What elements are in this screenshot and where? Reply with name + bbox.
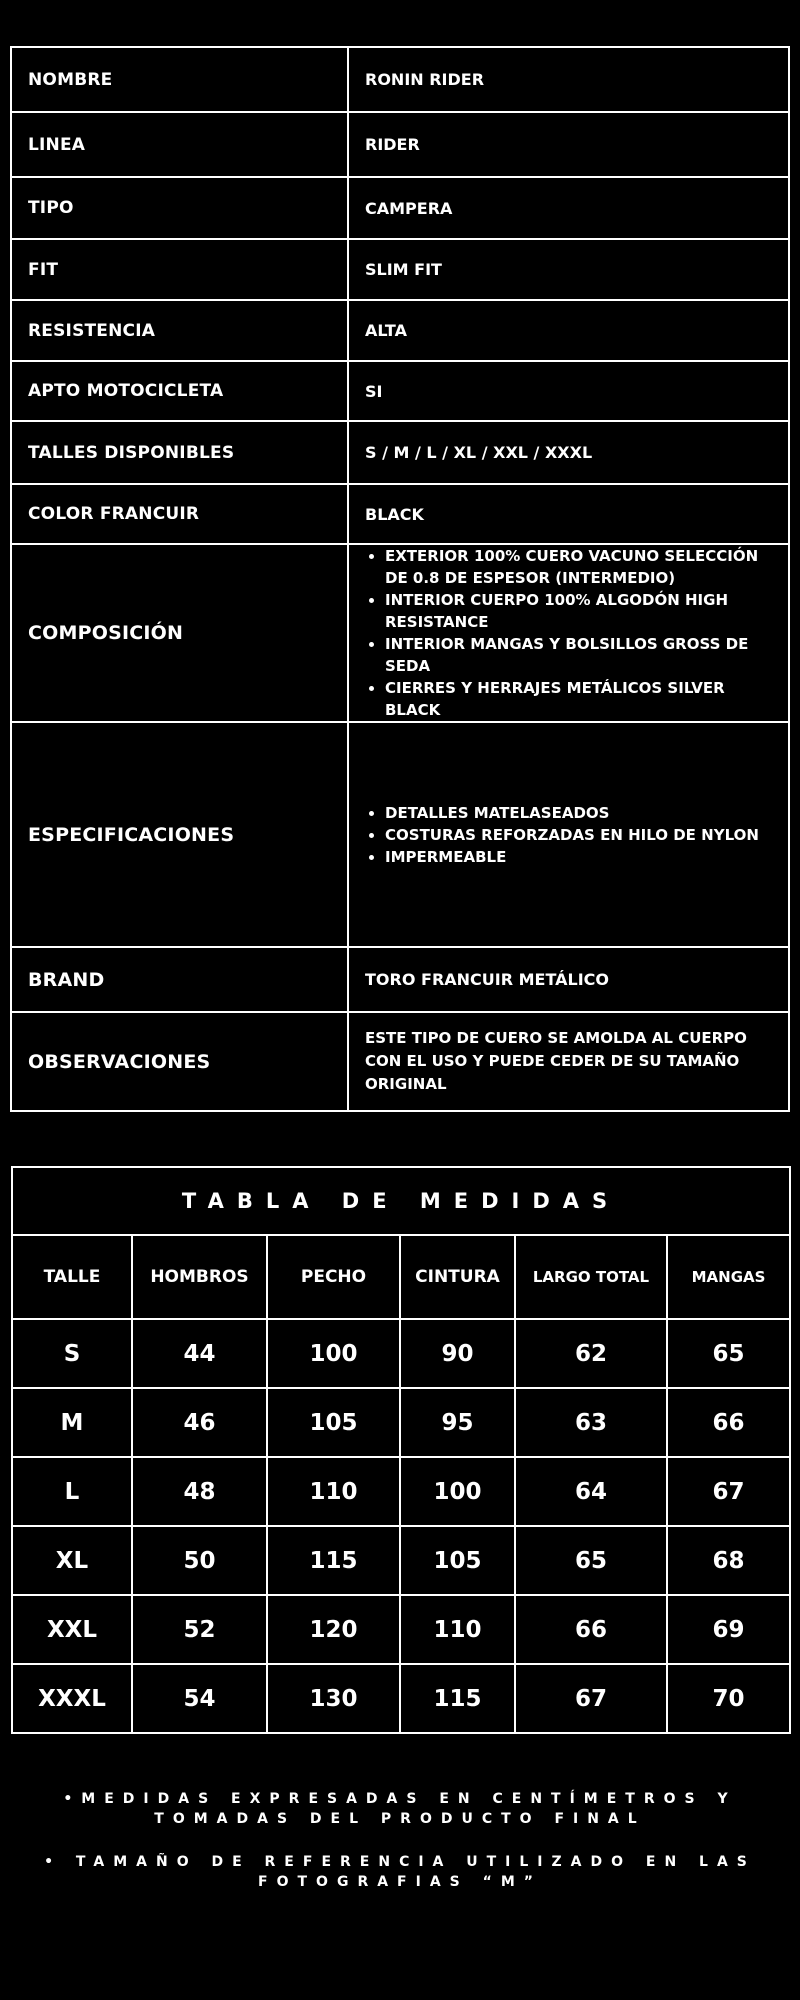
spec-row-color [11, 484, 789, 544]
table-cell: 95 [400, 1388, 515, 1457]
spec-label: RESISTENCIA [11, 300, 348, 361]
table-cell: 70 [667, 1664, 790, 1733]
table-cell: 62 [515, 1319, 667, 1388]
spec-label: TIPO [11, 177, 348, 239]
spec-label: NOMBRE [11, 47, 348, 112]
spec-row-tipo [11, 177, 789, 239]
spec-label: COLOR FRANCUIR [11, 484, 348, 544]
table-cell: 66 [515, 1595, 667, 1664]
column-header: MANGAS [667, 1235, 790, 1319]
spec-row-resistencia [11, 300, 789, 361]
list-item: • INTERIOR MANGAS Y BOLSILLOS GROSS DE SEDA [385, 633, 772, 677]
table-cell: 67 [515, 1664, 667, 1733]
column-header: PECHO [267, 1235, 400, 1319]
spec-label: FIT [11, 239, 348, 300]
spec-row-nombre [11, 47, 789, 112]
list-item: • COSTURAS REFORZADAS EN HILO DE NYLON [385, 824, 772, 846]
table-cell: 110 [267, 1457, 400, 1526]
table-cell: 50 [132, 1526, 267, 1595]
table-row [12, 1664, 790, 1733]
table-cell: 44 [132, 1319, 267, 1388]
spec-value: RIDER [348, 112, 789, 177]
table-cell: 64 [515, 1457, 667, 1526]
spec-label: LINEA [11, 112, 348, 177]
spec-row-brand [11, 947, 789, 1012]
table-cell: 69 [667, 1595, 790, 1664]
table-row [12, 1388, 790, 1457]
list-item: • DETALLES MATELASEADOS [385, 802, 772, 824]
table-cell: L [12, 1457, 132, 1526]
list-item: • CIERRES Y HERRAJES METÁLICOS SILVER BLACK [385, 677, 772, 721]
composition-list [365, 545, 772, 721]
table-row [12, 1319, 790, 1388]
spec-label: APTO MOTOCICLETA [11, 361, 348, 421]
table-cell: M [12, 1388, 132, 1457]
observations-text: ESTE TIPO DE CUERO SE AMOLDA AL CUERPO CON EL USO Y PUEDE CEDER DE SU TAMAÑO ORIGINAL [365, 1029, 747, 1093]
size-table-title: TABLA DE MEDIDAS [12, 1167, 790, 1235]
table-row [12, 1457, 790, 1526]
table-cell: XXL [12, 1595, 132, 1664]
size-chart-table [11, 1166, 791, 1734]
table-cell: 54 [132, 1664, 267, 1733]
table-cell: S [12, 1319, 132, 1388]
spec-row-talles [11, 421, 789, 484]
spec-row-observaciones [11, 1012, 789, 1111]
spec-value: SLIM FIT [348, 239, 789, 300]
table-cell: 46 [132, 1388, 267, 1457]
spec-value: TORO FRANCUIR METÁLICO [348, 947, 789, 1012]
spec-label: COMPOSICIÓN [11, 544, 348, 722]
spec-row-apto-motocicleta [11, 361, 789, 421]
table-cell: 66 [667, 1388, 790, 1457]
specifications-list-cell [348, 722, 789, 947]
table-cell: 65 [515, 1526, 667, 1595]
table-cell: 115 [267, 1526, 400, 1595]
table-cell: 105 [267, 1388, 400, 1457]
spec-row-fit [11, 239, 789, 300]
composition-list-cell [348, 544, 789, 722]
spec-label: TALLES DISPONIBLES [11, 421, 348, 484]
list-item: • INTERIOR CUERPO 100% ALGODÓN HIGH RESISTANCE [385, 589, 772, 633]
spec-label: ESPECIFICACIONES [11, 722, 348, 947]
table-cell: 120 [267, 1595, 400, 1664]
column-header: TALLE [12, 1235, 132, 1319]
table-cell: 100 [400, 1457, 515, 1526]
table-cell: 65 [667, 1319, 790, 1388]
table-cell: 67 [667, 1457, 790, 1526]
spec-row-especificaciones [11, 722, 789, 947]
spec-value: ALTA [348, 300, 789, 361]
table-cell: XXXL [12, 1664, 132, 1733]
list-item: • IMPERMEABLE [385, 846, 772, 868]
product-spec-table [10, 46, 790, 1112]
table-row [12, 1595, 790, 1664]
column-header: CINTURA [400, 1235, 515, 1319]
table-cell: 100 [267, 1319, 400, 1388]
spec-label: BRAND [11, 947, 348, 1012]
table-cell: XL [12, 1526, 132, 1595]
table-cell: 115 [400, 1664, 515, 1733]
spec-value: S / M / L / XL / XXL / XXXL [348, 421, 789, 484]
table-row [12, 1526, 790, 1595]
table-cell: 48 [132, 1457, 267, 1526]
table-cell: 68 [667, 1526, 790, 1595]
specifications-list [365, 802, 772, 868]
spec-value: CAMPERA [348, 177, 789, 239]
note-reference-size: • TAMAÑO DE REFERENCIA UTILIZADO EN LAS FOTOGRAFIAS “M” [44, 1854, 756, 1890]
column-header: HOMBROS [132, 1235, 267, 1319]
table-cell: 63 [515, 1388, 667, 1457]
spec-row-composicion [11, 544, 789, 722]
spec-value: SI [348, 361, 789, 421]
table-cell: 105 [400, 1526, 515, 1595]
table-cell: 130 [267, 1664, 400, 1733]
table-cell: 52 [132, 1595, 267, 1664]
note-measurements: •MEDIDAS EXPRESADAS EN CENTÍMETROS Y TOMADAS DEL PRODUCTO FINAL [63, 1791, 737, 1827]
spec-value: RONIN RIDER [348, 47, 789, 112]
spec-row-linea [11, 112, 789, 177]
spec-value: BLACK [348, 484, 789, 544]
list-item: • EXTERIOR 100% CUERO VACUNO SELECCIÓN DE 0.8 DE ESPESOR (INTERMEDIO) [385, 545, 772, 589]
size-table-header [12, 1235, 790, 1319]
table-cell: 110 [400, 1595, 515, 1664]
spec-label: OBSERVACIONES [11, 1012, 348, 1111]
column-header: LARGO TOTAL [515, 1235, 667, 1319]
table-cell: 90 [400, 1319, 515, 1388]
